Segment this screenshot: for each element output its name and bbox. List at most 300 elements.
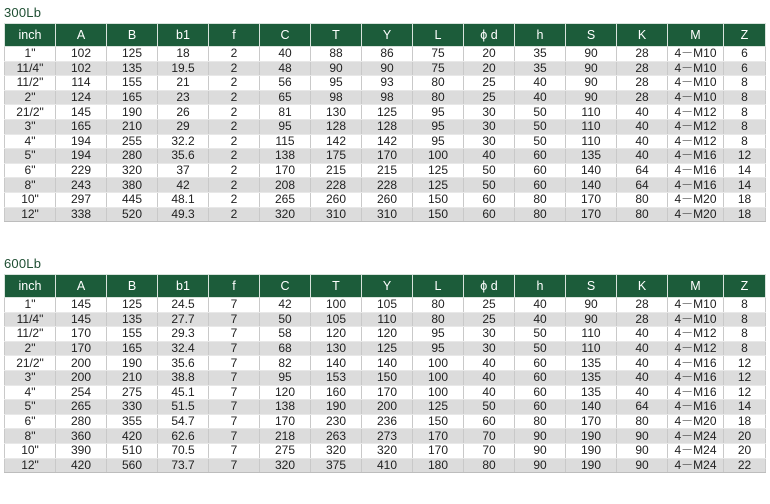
table-cell: 150: [413, 207, 464, 222]
column-header: B: [107, 24, 158, 47]
table-cell: 4－M20: [668, 414, 724, 429]
table-row: [5, 298, 766, 313]
table-cell: 210: [107, 119, 158, 134]
table-cell: 150: [413, 414, 464, 429]
table-cell: 62.6: [158, 429, 209, 444]
table-cell: 110: [566, 119, 617, 134]
table-cell: 50: [464, 178, 515, 193]
table-cell: 28: [617, 47, 668, 62]
table-cell: 140: [566, 400, 617, 415]
table-cell: 215: [311, 163, 362, 178]
table-cell: 4－M16: [668, 178, 724, 193]
table-cell: 2: [209, 207, 260, 222]
table-cell: 4－M24: [668, 458, 724, 473]
table-cell: 25: [464, 90, 515, 105]
table-cell: 50: [515, 341, 566, 356]
table-cell: 60: [515, 163, 566, 178]
table-cell: 160: [311, 385, 362, 400]
table-cell: 135: [107, 61, 158, 76]
table-cell: 2: [209, 192, 260, 207]
table-cell: 4－M24: [668, 429, 724, 444]
table-cell: 8: [724, 298, 766, 313]
table-cell: 25: [464, 312, 515, 327]
table-cell: 275: [107, 385, 158, 400]
table-cell: 190: [107, 105, 158, 120]
table-cell: 2: [209, 149, 260, 164]
table-row: [5, 134, 766, 149]
table-cell: 60: [464, 192, 515, 207]
table-cell: 93: [362, 76, 413, 91]
table-cell: 73.7: [158, 458, 209, 473]
table-cell: 18: [158, 47, 209, 62]
table-cell: 4－M12: [668, 327, 724, 342]
table-cell: 40: [464, 149, 515, 164]
table-cell: 2": [5, 90, 56, 105]
table-cell: 200: [56, 370, 107, 385]
table-cell: 153: [311, 370, 362, 385]
table-cell: 155: [107, 327, 158, 342]
table-cell: 124: [56, 90, 107, 105]
table-cell: 80: [413, 312, 464, 327]
table-cell: 8: [724, 90, 766, 105]
table-cell: 215: [362, 163, 413, 178]
table-row: [5, 400, 766, 415]
table-cell: 7: [209, 341, 260, 356]
table-cell: 40: [617, 119, 668, 134]
table-cell: 310: [311, 207, 362, 222]
table-cell: 75: [413, 61, 464, 76]
table-cell: 81: [260, 105, 311, 120]
table-cell: 297: [56, 192, 107, 207]
table-cell: 35.6: [158, 149, 209, 164]
column-header: Z: [724, 24, 766, 47]
table-cell: 410: [362, 458, 413, 473]
table-cell: 135: [566, 370, 617, 385]
table-cell: 100: [413, 370, 464, 385]
table-cell: 30: [464, 341, 515, 356]
table-cell: 2": [5, 341, 56, 356]
table-cell: 12: [724, 149, 766, 164]
table-cell: 320: [311, 443, 362, 458]
table-cell: 100: [311, 298, 362, 313]
table-cell: 190: [566, 429, 617, 444]
table-cell: 420: [56, 458, 107, 473]
column-header: T: [311, 275, 362, 298]
table-cell: 4－M10: [668, 90, 724, 105]
column-header: f: [209, 24, 260, 47]
table-cell: 7: [209, 429, 260, 444]
table-cell: 380: [107, 178, 158, 193]
table-cell: 70: [464, 443, 515, 458]
table-cell: 27.7: [158, 312, 209, 327]
table-cell: 50: [260, 312, 311, 327]
table-cell: 20: [464, 47, 515, 62]
table-cell: 12: [724, 370, 766, 385]
table-cell: 60: [515, 400, 566, 415]
table-cell: 4－M24: [668, 443, 724, 458]
table-cell: 8": [5, 429, 56, 444]
table-cell: 21: [158, 76, 209, 91]
table-cell: 95: [260, 119, 311, 134]
table-cell: 275: [260, 443, 311, 458]
table-cell: 145: [56, 298, 107, 313]
table-cell: 51.5: [158, 400, 209, 415]
table-cell: 4－M10: [668, 298, 724, 313]
table-cell: 2: [209, 90, 260, 105]
table-cell: 165: [107, 90, 158, 105]
table-cell: 194: [56, 134, 107, 149]
table-cell: 54.7: [158, 414, 209, 429]
table-cell: 310: [362, 207, 413, 222]
table-cell: 6: [724, 61, 766, 76]
table-cell: 280: [56, 414, 107, 429]
table-cell: 142: [311, 134, 362, 149]
table-row: [5, 192, 766, 207]
table-cell: 125: [362, 105, 413, 120]
table-cell: 390: [56, 443, 107, 458]
table-cell: 520: [107, 207, 158, 222]
table-row: [5, 327, 766, 342]
table-cell: 95: [260, 370, 311, 385]
table-row: [5, 443, 766, 458]
table-cell: 60: [515, 385, 566, 400]
table-cell: 90: [515, 429, 566, 444]
table-cell: 445: [107, 192, 158, 207]
table-cell: 7: [209, 414, 260, 429]
table-cell: 4－M16: [668, 356, 724, 371]
table-cell: 37: [158, 163, 209, 178]
column-header: Y: [362, 275, 413, 298]
table-cell: 170: [362, 385, 413, 400]
table-cell: 1": [5, 298, 56, 313]
table-cell: 4－M20: [668, 192, 724, 207]
table-row: [5, 370, 766, 385]
table-cell: 28: [617, 298, 668, 313]
table-cell: 4": [5, 385, 56, 400]
table-cell: 320: [362, 443, 413, 458]
table-cell: 49.3: [158, 207, 209, 222]
table-cell: 2: [209, 105, 260, 120]
table-cell: 170: [566, 192, 617, 207]
table-cell: 26: [158, 105, 209, 120]
table-cell: 80: [515, 414, 566, 429]
table-cell: 45.1: [158, 385, 209, 400]
table-cell: 40: [617, 341, 668, 356]
table-cell: 170: [413, 429, 464, 444]
table-cell: 23: [158, 90, 209, 105]
table-cell: 28: [617, 90, 668, 105]
table-cell: 135: [566, 385, 617, 400]
table-cell: 20: [724, 429, 766, 444]
table-cell: 375: [311, 458, 362, 473]
table-cell: 90: [566, 47, 617, 62]
table-cell: 90: [617, 458, 668, 473]
table-cell: 10": [5, 192, 56, 207]
table-cell: 110: [566, 105, 617, 120]
table-cell: 30: [464, 105, 515, 120]
table-cell: 14: [724, 163, 766, 178]
table-cell: 95: [413, 105, 464, 120]
table-cell: 35.6: [158, 356, 209, 371]
table-cell: 80: [515, 207, 566, 222]
table-cell: 5": [5, 400, 56, 415]
table-cell: 170: [56, 327, 107, 342]
table-cell: 40: [260, 47, 311, 62]
table-cell: 4－M10: [668, 312, 724, 327]
table-cell: 360: [56, 429, 107, 444]
table-cell: 142: [362, 134, 413, 149]
table-cell: 40: [464, 385, 515, 400]
table-cell: 4－M12: [668, 105, 724, 120]
table-cell: 194: [56, 149, 107, 164]
table-cell: 7: [209, 400, 260, 415]
table-cell: 330: [107, 400, 158, 415]
table-cell: 40: [617, 149, 668, 164]
table-cell: 60: [464, 207, 515, 222]
table-cell: 2: [209, 76, 260, 91]
table-cell: 100: [413, 149, 464, 164]
table-cell: 90: [566, 312, 617, 327]
table-cell: 114: [56, 76, 107, 91]
table-cell: 40: [515, 90, 566, 105]
table-cell: 200: [362, 400, 413, 415]
table-cell: 115: [260, 134, 311, 149]
table-cell: 254: [56, 385, 107, 400]
table-cell: 420: [107, 429, 158, 444]
table-cell: 11/2": [5, 327, 56, 342]
table-cell: 25: [464, 76, 515, 91]
table-cell: 138: [260, 149, 311, 164]
table-cell: 21/2": [5, 356, 56, 371]
table-cell: 40: [515, 76, 566, 91]
table-cell: 95: [311, 76, 362, 91]
table-cell: 7: [209, 385, 260, 400]
table-cell: 2: [209, 119, 260, 134]
table-cell: 218: [260, 429, 311, 444]
table-cell: 255: [107, 134, 158, 149]
column-header: inch: [5, 275, 56, 298]
table-cell: 120: [260, 385, 311, 400]
table-cell: 90: [311, 61, 362, 76]
table-cell: 95: [413, 134, 464, 149]
table-row: [5, 341, 766, 356]
table-header-row: [5, 24, 766, 47]
section-title-300lb: 300Lb: [4, 5, 42, 20]
table-row: [5, 385, 766, 400]
table-cell: 80: [515, 192, 566, 207]
table-cell: 90: [362, 61, 413, 76]
table-cell: 260: [311, 192, 362, 207]
table-cell: 228: [311, 178, 362, 193]
table-cell: 18: [724, 192, 766, 207]
column-header: A: [56, 275, 107, 298]
table-cell: 40: [464, 356, 515, 371]
table-cell: 64: [617, 163, 668, 178]
column-header: L: [413, 24, 464, 47]
table-cell: 40: [617, 105, 668, 120]
table-cell: 48.1: [158, 192, 209, 207]
table-cell: 90: [566, 298, 617, 313]
table-cell: 28: [617, 61, 668, 76]
table-cell: 140: [566, 163, 617, 178]
table-cell: 90: [515, 458, 566, 473]
table-cell: 138: [260, 400, 311, 415]
table-cell: 208: [260, 178, 311, 193]
table-cell: 86: [362, 47, 413, 62]
table-cell: 11/2": [5, 76, 56, 91]
table-cell: 110: [566, 327, 617, 342]
table-cell: 263: [311, 429, 362, 444]
table-cell: 120: [362, 327, 413, 342]
table-cell: 4－M16: [668, 149, 724, 164]
table-cell: 243: [56, 178, 107, 193]
table-cell: 35: [515, 47, 566, 62]
table-cell: 4－M12: [668, 134, 724, 149]
table-cell: 150: [413, 192, 464, 207]
table-cell: 38.8: [158, 370, 209, 385]
table-cell: 95: [413, 119, 464, 134]
table-row: [5, 47, 766, 62]
table-cell: 102: [56, 61, 107, 76]
table-cell: 8: [724, 312, 766, 327]
table-cell: 80: [617, 414, 668, 429]
table-cell: 28: [617, 76, 668, 91]
table-cell: 180: [413, 458, 464, 473]
column-header: M: [668, 24, 724, 47]
table-cell: 140: [311, 356, 362, 371]
table-cell: 18: [724, 207, 766, 222]
table-cell: 60: [515, 178, 566, 193]
table-cell: 8: [724, 76, 766, 91]
table-cell: 98: [311, 90, 362, 105]
table-cell: 170: [260, 163, 311, 178]
table-cell: 42: [260, 298, 311, 313]
table-cell: 125: [413, 163, 464, 178]
section-title-600lb: 600Lb: [4, 256, 42, 271]
table-cell: 64: [617, 400, 668, 415]
table-cell: 170: [56, 341, 107, 356]
table-cell: 100: [413, 385, 464, 400]
table-cell: 82: [260, 356, 311, 371]
table-cell: 4－M12: [668, 119, 724, 134]
column-header: A: [56, 24, 107, 47]
table-cell: 145: [56, 105, 107, 120]
table-cell: 4－M16: [668, 370, 724, 385]
table-cell: 140: [566, 178, 617, 193]
table-row: [5, 119, 766, 134]
column-header: inch: [5, 24, 56, 47]
table-cell: 8: [724, 119, 766, 134]
column-header: h: [515, 24, 566, 47]
table-cell: 165: [56, 119, 107, 134]
table-cell: 10": [5, 443, 56, 458]
table-cell: 125: [413, 400, 464, 415]
table-cell: 90: [617, 443, 668, 458]
table-cell: 135: [566, 149, 617, 164]
table-cell: 90: [566, 61, 617, 76]
table-cell: 7: [209, 370, 260, 385]
table-cell: 6": [5, 414, 56, 429]
dimension-table-300lb: [4, 23, 766, 222]
column-header: L: [413, 275, 464, 298]
table-cell: 70: [464, 429, 515, 444]
table-cell: 80: [413, 90, 464, 105]
table-cell: 50: [515, 119, 566, 134]
table-cell: 28: [617, 312, 668, 327]
table-cell: 320: [260, 207, 311, 222]
table-cell: 32.2: [158, 134, 209, 149]
column-header: b1: [158, 24, 209, 47]
table-cell: 140: [362, 356, 413, 371]
column-header: h: [515, 275, 566, 298]
table-cell: 4－M16: [668, 163, 724, 178]
column-header: Z: [724, 275, 766, 298]
table-cell: 75: [413, 47, 464, 62]
table-cell: 170: [566, 414, 617, 429]
column-header: ϕ d: [464, 24, 515, 47]
table-cell: 8: [724, 134, 766, 149]
table-cell: 80: [413, 76, 464, 91]
table-cell: 68: [260, 341, 311, 356]
dimension-table-600lb: [4, 274, 766, 473]
table-cell: 175: [311, 149, 362, 164]
table-cell: 320: [260, 458, 311, 473]
table-cell: 70.5: [158, 443, 209, 458]
column-header: S: [566, 275, 617, 298]
table-row: [5, 356, 766, 371]
table-cell: 130: [311, 341, 362, 356]
column-header: S: [566, 24, 617, 47]
table-cell: 32.4: [158, 341, 209, 356]
table-row: [5, 163, 766, 178]
table-cell: 20: [464, 61, 515, 76]
table-cell: 125: [107, 47, 158, 62]
table-cell: 105: [311, 312, 362, 327]
table-cell: 125: [107, 298, 158, 313]
table-cell: 8: [724, 327, 766, 342]
table-cell: 190: [107, 356, 158, 371]
table-cell: 6: [724, 47, 766, 62]
table-cell: 60: [515, 356, 566, 371]
table-cell: 40: [515, 298, 566, 313]
table-row: [5, 105, 766, 120]
table-cell: 50: [515, 327, 566, 342]
table-cell: 2: [209, 61, 260, 76]
table-cell: 165: [107, 341, 158, 356]
table-cell: 14: [724, 178, 766, 193]
table-row: [5, 178, 766, 193]
table-cell: 60: [464, 414, 515, 429]
table-cell: 128: [362, 119, 413, 134]
table-cell: 7: [209, 312, 260, 327]
table-cell: 7: [209, 458, 260, 473]
table-cell: 21/2": [5, 105, 56, 120]
table-row: [5, 312, 766, 327]
table-cell: 50: [464, 400, 515, 415]
table-cell: 65: [260, 90, 311, 105]
table-cell: 190: [311, 400, 362, 415]
table-cell: 265: [56, 400, 107, 415]
table-cell: 170: [260, 414, 311, 429]
table-cell: 170: [413, 443, 464, 458]
table-cell: 4": [5, 134, 56, 149]
table-cell: 40: [617, 370, 668, 385]
table-cell: 190: [566, 458, 617, 473]
table-cell: 265: [260, 192, 311, 207]
table-cell: 80: [617, 192, 668, 207]
table-cell: 30: [464, 134, 515, 149]
table-cell: 29: [158, 119, 209, 134]
